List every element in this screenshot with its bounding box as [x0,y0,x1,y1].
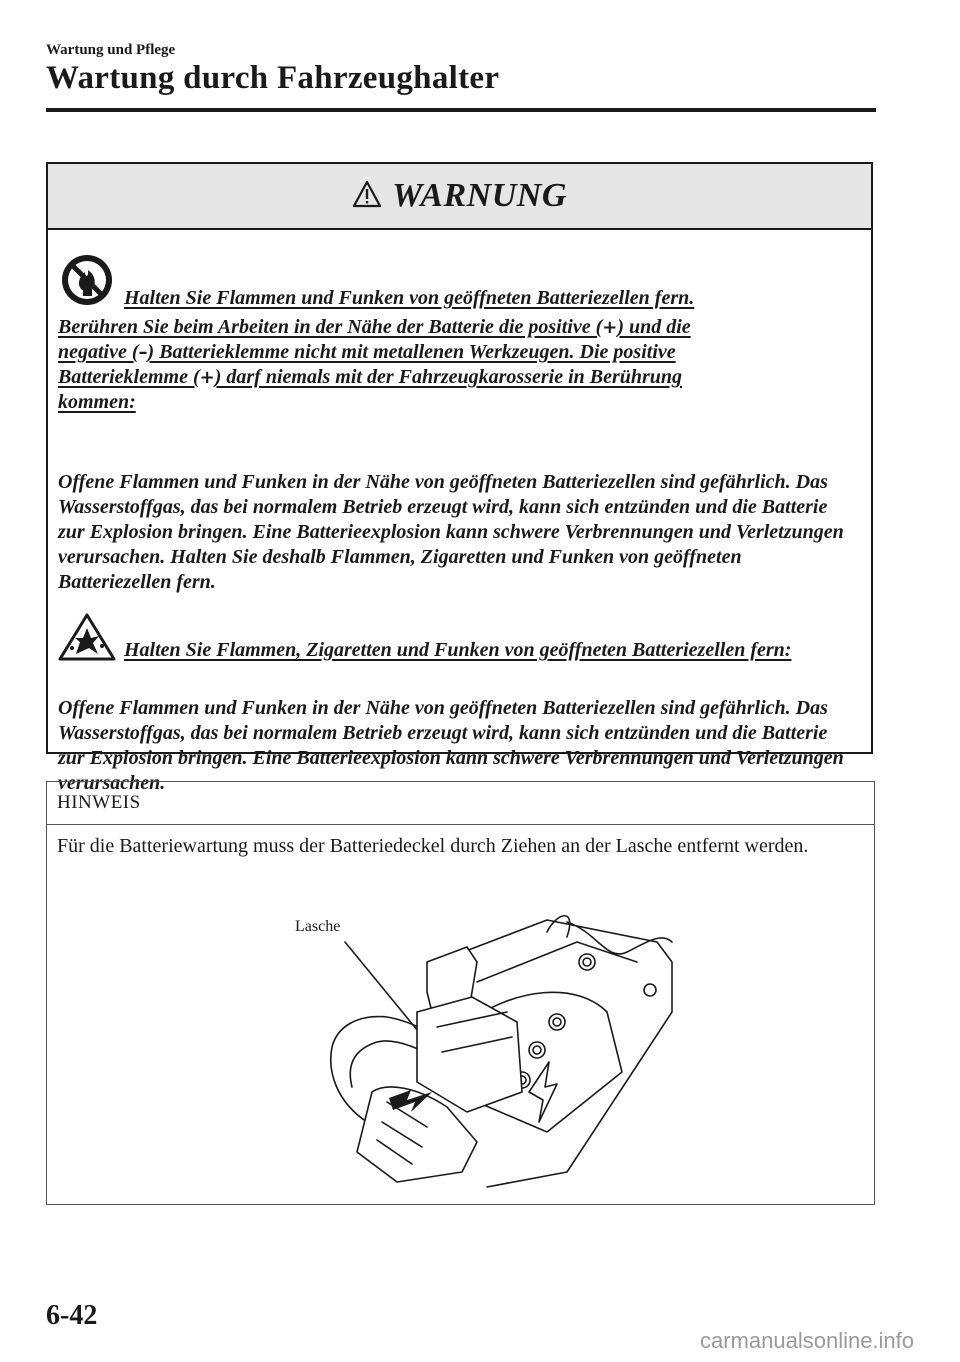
warning-triangle-icon [352,180,382,213]
note-text: Für die Batteriewartung muss der Batteriedeckel durch Ziehen an der Lasche entfernt werden. [57,835,809,857]
note-title: HINWEIS [47,782,874,825]
warning-block-1-heading: Halten Sie Flammen und Funken von geöffneten Batteriezellen fern. Berühren Sie beim Arbeiten in der Nähe der Batterie die positive (+) und die negative (–) Batterieklemme nicht mit metallenen Werkzeugen. Die positive Batterieklemme (+) darf niemals mit der Fahrzeugkarosserie in Berührung kommen: [58,252,858,415]
section-label: Wartung und Pflege [46,42,176,58]
warning-header [48,164,871,230]
chapter-title: Wartung durch Fahrzeughalter [46,60,500,96]
page-number: 6-42 [46,1300,98,1331]
warning-box [46,162,873,794]
note-box [46,781,875,1205]
warning-block-2-heading: Halten Sie Flammen, Zigaretten und Funken von geöffneten Batteriezellen fern: [58,612,858,669]
title-rule [46,108,876,112]
figure-label-lasche: Lasche [295,918,341,935]
warning-title: WARNUNG [392,177,567,214]
warning-block-2-body: Offene Flammen und Funken in der Nähe von geöffneten Batteriezellen sind gefährlich. Das Wasserstoffgas, das bei normalem Betrieb erzeugt wird, kann sich entzünden und die Batterie zur Explosion bringen. Eine Batterieexplosion kann schwere Verbrennungen und Verletzungen verursachen. [58,697,844,794]
no-flame-icon [58,252,116,315]
warning-block-1-body: Offene Flammen und Funken in der Nähe von geöffneten Batteriezellen sind gefährlich. Das Wasserstoffgas, das bei normalem Betrieb erzeugt wird, kann sich entzünden und die Batterie zur Explosion bringen. Eine Batterieexplosion kann schwere Verbrennungen und Verletzungen verursachen. Halten Sie deshalb Flammen, Zigaretten und Funken von geöffneten Batteriezellen fern. [58,471,844,593]
battery-cover-illustration [277,902,677,1192]
explosion-icon [58,612,116,669]
watermark: carmanualsonline.info [700,1328,915,1353]
